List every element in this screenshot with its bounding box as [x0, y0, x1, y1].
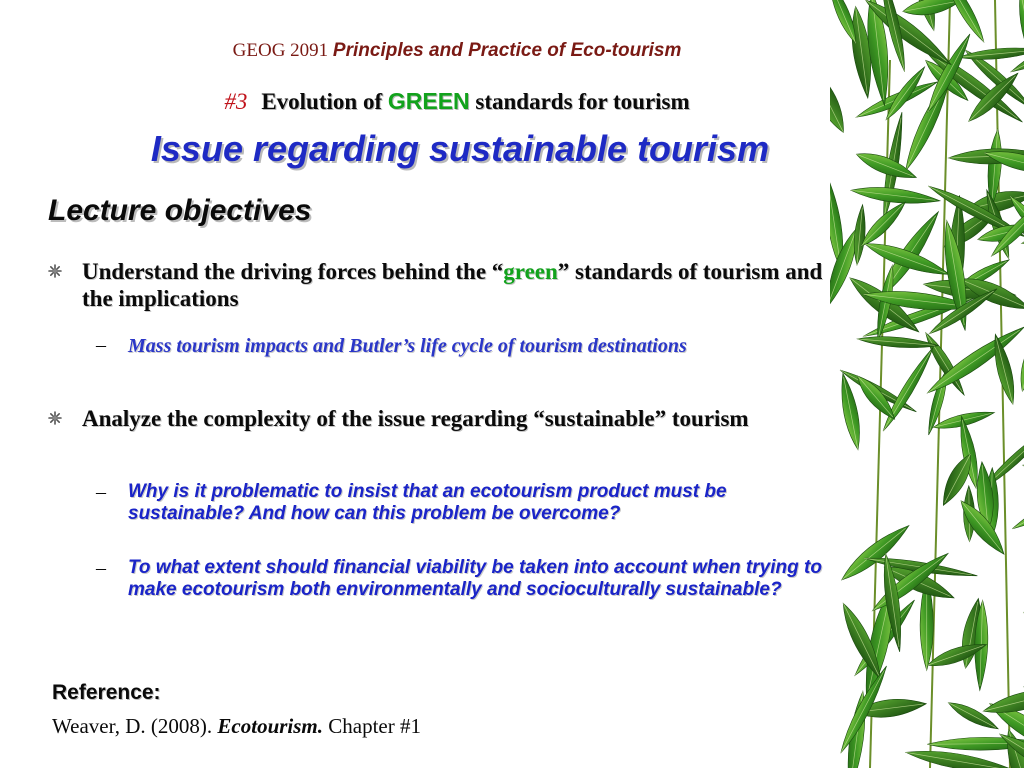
subpoint-text: Why is it problematic to insist that an ecotourism product must be sustainable? And how can this problem be overcome? — [128, 481, 727, 524]
bamboo-leaves — [830, 0, 1024, 768]
bamboo-leaf-vein — [883, 351, 931, 431]
course-line — [0, 40, 914, 62]
lecture-number: #3 — [224, 89, 248, 114]
bamboo-leaf-vein — [861, 204, 903, 246]
bamboo-leaf — [830, 61, 851, 137]
reference-author-year: Weaver, D. (2008). — [52, 714, 218, 738]
reference-heading: Reference: — [52, 681, 161, 704]
bamboo-leaf — [1019, 520, 1024, 616]
bamboo-leaf-vein — [1020, 227, 1024, 311]
starburst-bullet-icon — [48, 411, 62, 425]
main-title: Issue regarding sustainable tourism — [150, 128, 770, 169]
lecture-title-before: Evolution of — [261, 89, 388, 114]
bamboo-leaf — [1015, 0, 1024, 68]
objective-text-before: Understand the driving forces behind the “ — [82, 259, 504, 284]
lecture-line — [0, 88, 914, 115]
bamboo-leaf-vein — [948, 703, 995, 728]
lecture-title-highlight: GREEN — [387, 88, 470, 114]
course-name: Principles and Practice of Eco-tourism — [332, 40, 682, 61]
bamboo-leaf — [1016, 334, 1024, 393]
course-code: GEOG 2091 — [232, 40, 329, 61]
subpoint-text: To what extent should financial viability be taken into account when trying to make ecotourism both environmentally and socioculturally sustainable? — [128, 557, 822, 600]
objectives-heading: Lecture objectives — [48, 194, 312, 227]
starburst-bullet-icon — [48, 264, 62, 278]
dash-bullet: – — [96, 557, 106, 579]
reference-chapter: Chapter #1 — [323, 714, 421, 738]
reference-citation — [52, 714, 421, 739]
reference-book-title: Ecotourism. — [217, 714, 324, 738]
objective-text-after: ” standards of tourism and the implications — [82, 259, 823, 311]
bamboo-leaf — [1009, 469, 1024, 535]
objective-text — [82, 258, 826, 312]
dash-bullet: – — [96, 334, 106, 356]
bamboo-leaves-decoration — [830, 0, 1024, 768]
subpoint-text: Mass tourism impacts and Butler’s life cycle of tourism destinations — [128, 335, 687, 357]
green-highlight: green — [503, 259, 558, 284]
lecture-title-after: standards for tourism — [469, 89, 690, 114]
objective-text: Analyze the complexity of the issue regarding “sustainable” tourism — [82, 406, 749, 431]
dash-bullet: – — [96, 481, 106, 503]
